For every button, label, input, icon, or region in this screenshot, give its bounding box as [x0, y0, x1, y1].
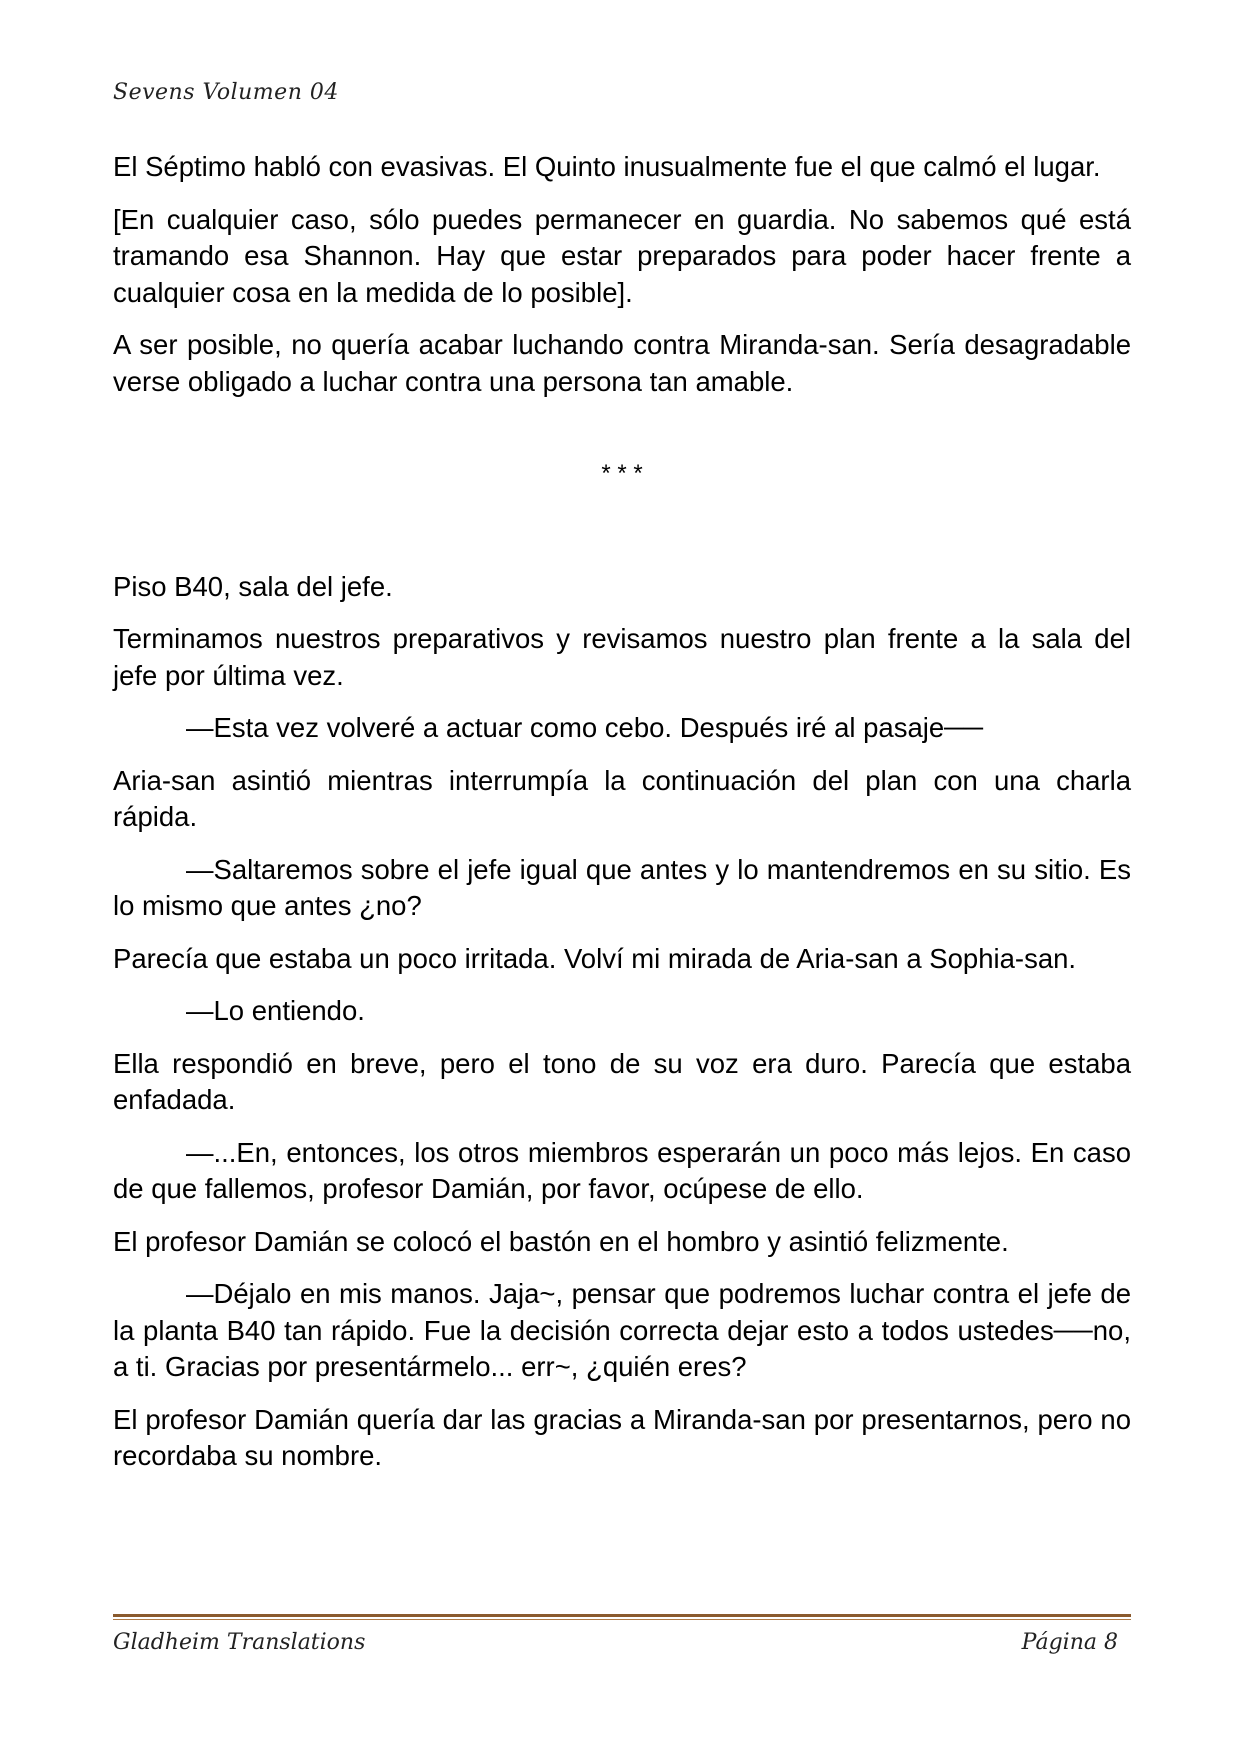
running-header: Sevens Volumen 04	[113, 80, 339, 105]
page-number: Página 8	[1021, 1630, 1118, 1655]
dialog-line: —Saltaremos sobre el jefe igual que antes y lo mantendremos en su sitio. Es lo mismo que antes ¿no?	[113, 853, 1131, 921]
footer-divider-thin	[113, 1619, 1131, 1620]
paragraph: Parecía que estaba un poco irritada. Volví mi mirada de Aria-san a Sophia-san.	[113, 942, 1077, 974]
footer-credit: Gladheim Translations	[113, 1630, 366, 1655]
scene-break: * * *	[601, 460, 643, 487]
paragraph: Ella respondió en breve, pero el tono de su voz era duro. Parecía que estaba enfadada.	[113, 1047, 1131, 1115]
paragraph: Piso B40, sala del jefe.	[113, 570, 393, 602]
footer-divider	[113, 1614, 1131, 1617]
dialog-line: —Esta vez volveré a actuar como cebo. Después iré al pasaje──	[186, 712, 984, 743]
paragraph: El profesor Damián quería dar las gracias a Miranda-san por presentarnos, pero no recordaba su nombre.	[113, 1403, 1131, 1471]
dialog-line: —Déjalo en mis manos. Jaja~, pensar que podremos luchar contra el jefe de la planta B40 tan rápido. Fue la decisión correcta dejar esto a todos ustedes──no, a ti. Gracias por presentármelo... err~, ¿quién eres?	[113, 1278, 1131, 1382]
paragraph: Terminamos nuestros preparativos y revisamos nuestro plan frente a la sala del jefe por última vez.	[113, 623, 1131, 691]
page-body	[113, 149, 1131, 1491]
paragraph: Aria-san asintió mientras interrumpía la continuación del plan con una charla rápida.	[113, 764, 1131, 832]
paragraph: El Séptimo habló con evasivas. El Quinto inusualmente fue el que calmó el lugar.	[113, 151, 1101, 182]
dialog-line: —Lo entiendo.	[186, 995, 365, 1026]
paragraph: El profesor Damián se colocó el bastón en el hombro y asintió felizmente.	[113, 1225, 1009, 1257]
paragraph: A ser posible, no quería acabar luchando contra Miranda-san. Sería desagradable verse obligado a luchar contra una persona tan amable.	[113, 329, 1131, 397]
paragraph: [En cualquier caso, sólo puedes permanecer en guardia. No sabemos qué está tramando esa Shannon. Hay que estar preparados para poder hacer frente a cualquier cosa en la medida de lo posible].	[113, 203, 1131, 308]
dialog-line: —...En, entonces, los otros miembros esperarán un poco más lejos. En caso de que fallemos, profesor Damián, por favor, ocúpese de ello.	[113, 1136, 1131, 1204]
